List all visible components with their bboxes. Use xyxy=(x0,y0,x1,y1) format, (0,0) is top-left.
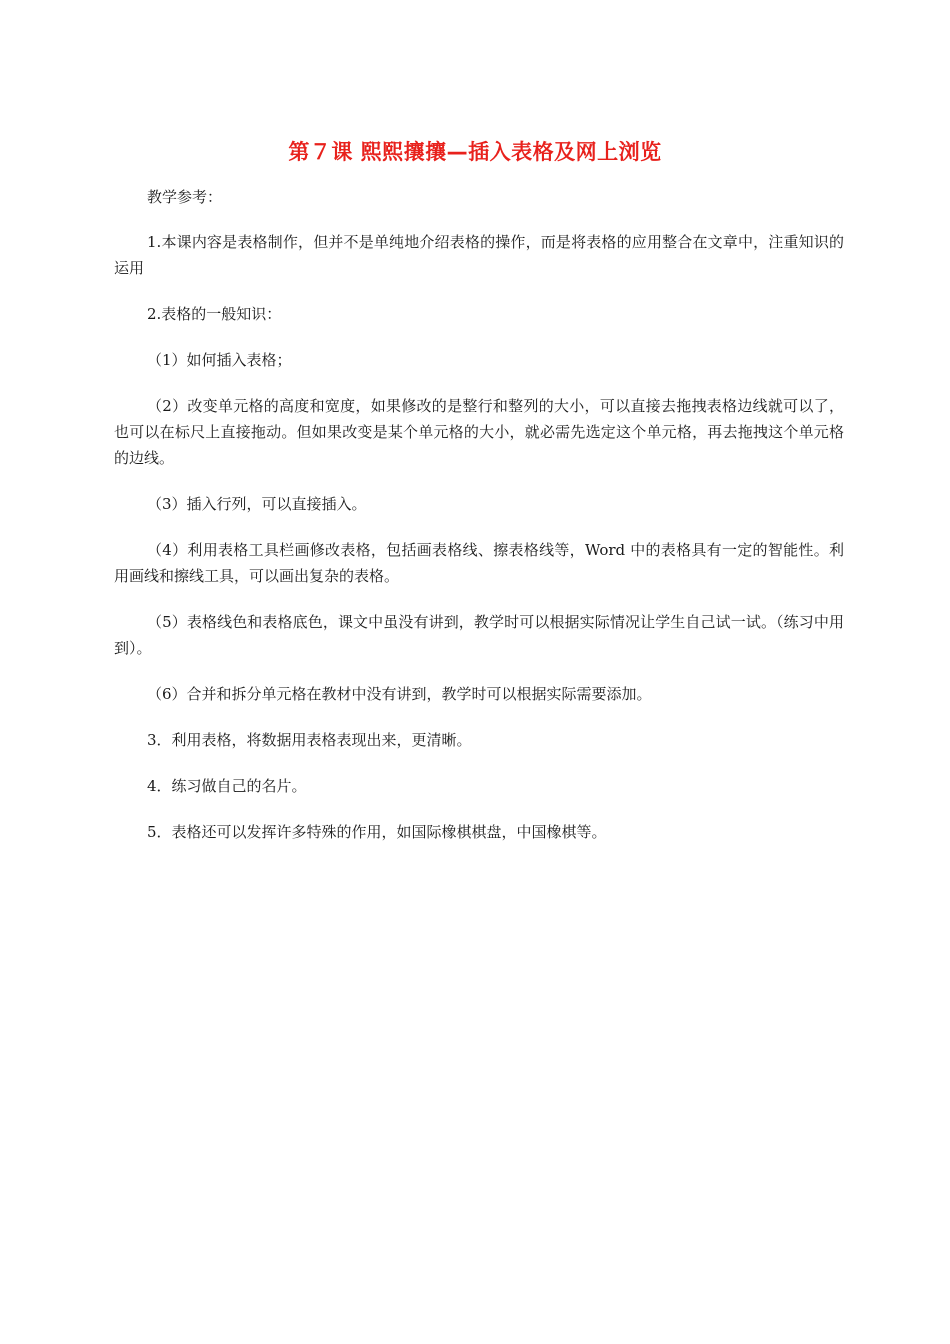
document-body xyxy=(114,184,844,865)
paragraph-sub-6: （6）合并和拆分单元格在教材中没有讲到，教学时可以根据实际需要添加。 xyxy=(147,685,652,703)
paragraph-teaching-reference: 教学参考： xyxy=(147,188,223,206)
paragraph-item-4: 4．练习做自己的名片。 xyxy=(147,777,307,795)
document-title: 第７课 熙熙攘攘—插入表格及网上浏览 xyxy=(288,140,662,164)
paragraph-sub-4: （4）利用表格工具栏画修改表格，包括画表格线、擦表格线等，Word 中的表格具有一定的智能性。利用画线和擦线工具，可以画出复杂的表格。 xyxy=(114,541,844,585)
paragraph-item-5: 5．表格还可以发挥许多特殊的作用，如国际橡棋棋盘，中国橡棋等。 xyxy=(147,823,607,841)
paragraph-sub-2: （2）改变单元格的高度和宽度，如果修改的是整行和整列的大小，可以直接去拖拽表格边线就可以了，也可以在标尺上直接拖动。但如果改变是某个单元格的大小，就必需先选定这个单元格，再去拖拽这个单元格的边线。 xyxy=(114,397,844,467)
paragraph-sub-3: （3）插入行列，可以直接插入。 xyxy=(147,495,367,513)
paragraph-sub-5: （5）表格线色和表格底色，课文中虽没有讲到，教学时可以根据实际情况让学生自己试一试。（练习中用到）。 xyxy=(114,613,844,657)
paragraph-item-1: 1.本课内容是表格制作，但并不是单纯地介绍表格的操作，而是将表格的应用整合在文章中，注重知识的运用 xyxy=(114,233,844,277)
paragraph-item-2: 2.表格的一般知识： xyxy=(147,305,282,323)
paragraph-item-3: 3．利用表格，将数据用表格表现出来，更清晰。 xyxy=(147,731,472,749)
paragraph-sub-1: （1）如何插入表格； xyxy=(147,351,292,369)
